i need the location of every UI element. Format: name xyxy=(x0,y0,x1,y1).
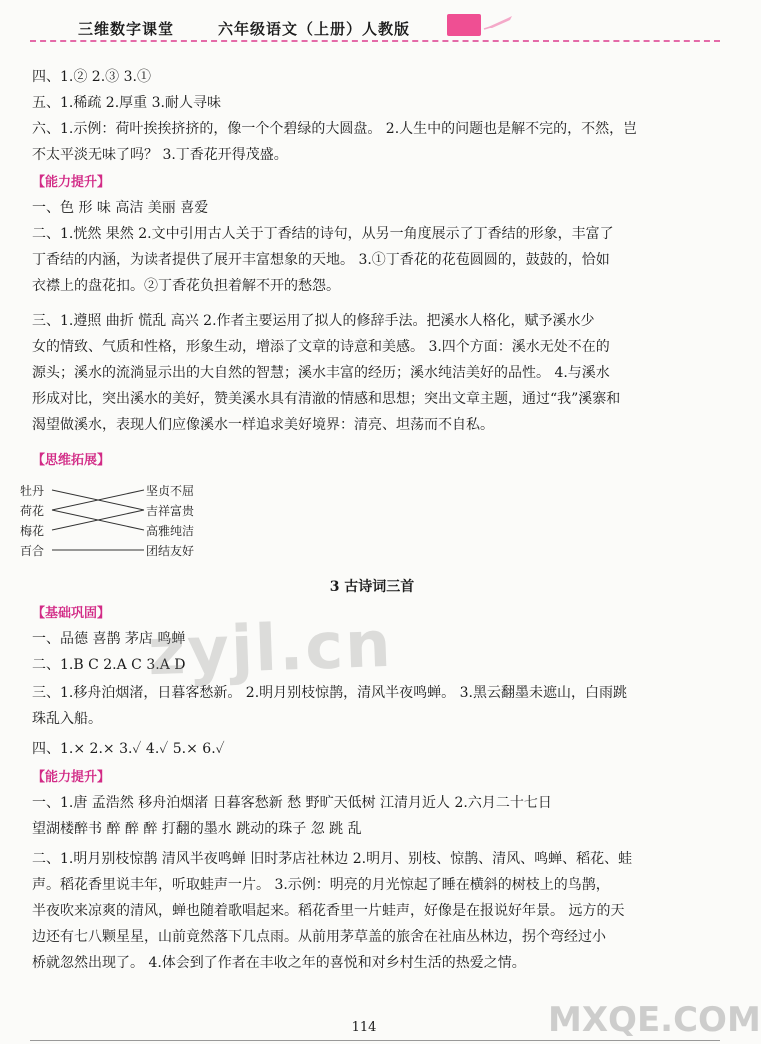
match-left-item: 荷花 xyxy=(20,504,45,518)
answer-line: 四、1.② 2.③ 3.① xyxy=(32,69,151,85)
lesson-title: 3 古诗词三首 xyxy=(329,579,415,595)
watermark-corner: MXQE.COM xyxy=(548,1000,761,1040)
answer-line: 一、1.唐 孟浩然 移舟泊烟渚 日暮客愁新 愁 野旷天低树 江清月近人 2.六月二十七日 xyxy=(32,795,552,811)
match-left-item: 百合 xyxy=(20,544,45,558)
match-right-item: 坚贞不屈 xyxy=(146,484,195,498)
answer-line: 渴望做溪水，表现人们应像溪水一样追求美好境界：清亮、坦荡而不自私。 xyxy=(32,417,494,433)
match-right-item: 团结友好 xyxy=(146,544,195,558)
match-left-item: 梅花 xyxy=(20,524,45,538)
answer-line: 源头；溪水的流淌显示出的大自然的智慧；溪水丰富的经历；溪水纯洁美好的品性。 4.与溪水 xyxy=(32,365,610,381)
match-left-item: 牡丹 xyxy=(20,484,45,498)
answer-line: 珠乱入船。 xyxy=(32,711,102,727)
page-number: 114 xyxy=(351,1020,377,1035)
section-tag-ability: 【能力提升】 xyxy=(32,175,111,190)
header-divider xyxy=(30,40,720,42)
answer-line: 形成对比，突出溪水的美好，赞美溪水具有清澈的情感和思想；突出文章主题，通过“我”溪寨和 xyxy=(32,391,621,407)
answer-line: 女的情致、气质和性格，形象生动，增添了文章的诗意和美感。 3.四个方面：溪水无处不在的 xyxy=(32,339,610,355)
answer-line: 三、1.移舟泊烟渚，日暮客愁新。 2.明月别枝惊鹊，清风半夜鸣蝉。 3.黑云翻墨未遮山，白雨跳 xyxy=(32,685,627,701)
match-right-item: 吉祥富贵 xyxy=(146,504,195,518)
header-book-title: 六年级语文（上册）人教版 xyxy=(218,20,411,38)
answer-line: 不太平淡无味了吗？ 3.丁香花开得茂盛。 xyxy=(32,147,288,163)
answer-line: 二、1.恍然 果然 2.文中引用古人关于丁香结的诗句，从另一角度展示了丁香结的形象，丰富了 xyxy=(32,226,614,242)
answer-line: 一、品德 喜鹊 茅店 鸣蝉 xyxy=(32,631,186,647)
watermark-center: zyjl.cn xyxy=(146,607,394,691)
answer-line: 半夜吹来凉爽的清风，蝉也随着歌唱起来。稻花香里一片蛙声，好像是在报说好年景。 远方的天 xyxy=(32,903,625,919)
rocket-icon xyxy=(484,14,514,30)
answer-line: 桥就忽然出现了。 4.体会到了作者在丰收之年的喜悦和对乡村生活的热爱之情。 xyxy=(32,955,526,971)
answer-line: 望湖楼醉书 醉 醉 醉 打翻的墨水 跳动的珠子 忽 跳 乱 xyxy=(32,821,362,837)
answer-line: 边还有七八颗星星，山前竟然落下几点雨。从前用茅草盖的旅舍在社庙丛林边，拐个弯经过小 xyxy=(32,929,606,945)
footer-rule xyxy=(30,1040,720,1041)
answer-line: 丁香结的内涵，为读者提供了展开丰富想象的天地。 3.①丁香花的花苞圆圆的，鼓鼓的，恰如 xyxy=(32,252,610,268)
matching-diagram xyxy=(20,482,220,562)
page-header xyxy=(0,0,728,44)
header-series-title: 三维数字课堂 xyxy=(78,20,175,38)
section-tag-thinking: 【思维拓展】 xyxy=(32,453,111,468)
match-right-item: 高雅纯洁 xyxy=(146,524,195,538)
section-tag-basics: 【基础巩固】 xyxy=(32,606,111,621)
answer-line: 三、1.遵照 曲折 慌乱 高兴 2.作者主要运用了拟人的修辞手法。把溪水人格化，赋予溪水少 xyxy=(32,313,595,329)
answer-line: 四、1.× 2.× 3.✓ 4.✓ 5.× 6.✓ xyxy=(32,741,225,757)
answer-line: 一、色 形 味 高洁 美丽 喜爱 xyxy=(32,200,209,216)
section-tag-ability-2: 【能力提升】 xyxy=(32,770,111,785)
answer-line: 五、1.稀疏 2.厚重 3.耐人寻味 xyxy=(32,95,221,111)
answer-line: 二、1.B C 2.A C 3.A D xyxy=(32,657,186,673)
answer-line: 声。稻花香里说丰年，听取蛙声一片。 3.示例：明亮的月光惊起了睡在横斜的树枝上的鸟鹊， xyxy=(32,877,610,893)
answer-line: 六、1.示例：荷叶挨挨挤挤的，像一个个碧绿的大圆盘。 2.人生中的问题也是解不完的，不然，岂 xyxy=(32,121,638,137)
answer-line: 衣襟上的盘花扣。②丁香花负担着解不开的愁怨。 xyxy=(32,278,340,294)
answer-line: 二、1.明月别枝惊鹊 清风半夜鸣蝉 旧时茅店社林边 2.明月、别枝、惊鹊、清风、鸣蝉、稻花、蛙 xyxy=(32,851,633,867)
header-badge-icon xyxy=(447,14,481,36)
